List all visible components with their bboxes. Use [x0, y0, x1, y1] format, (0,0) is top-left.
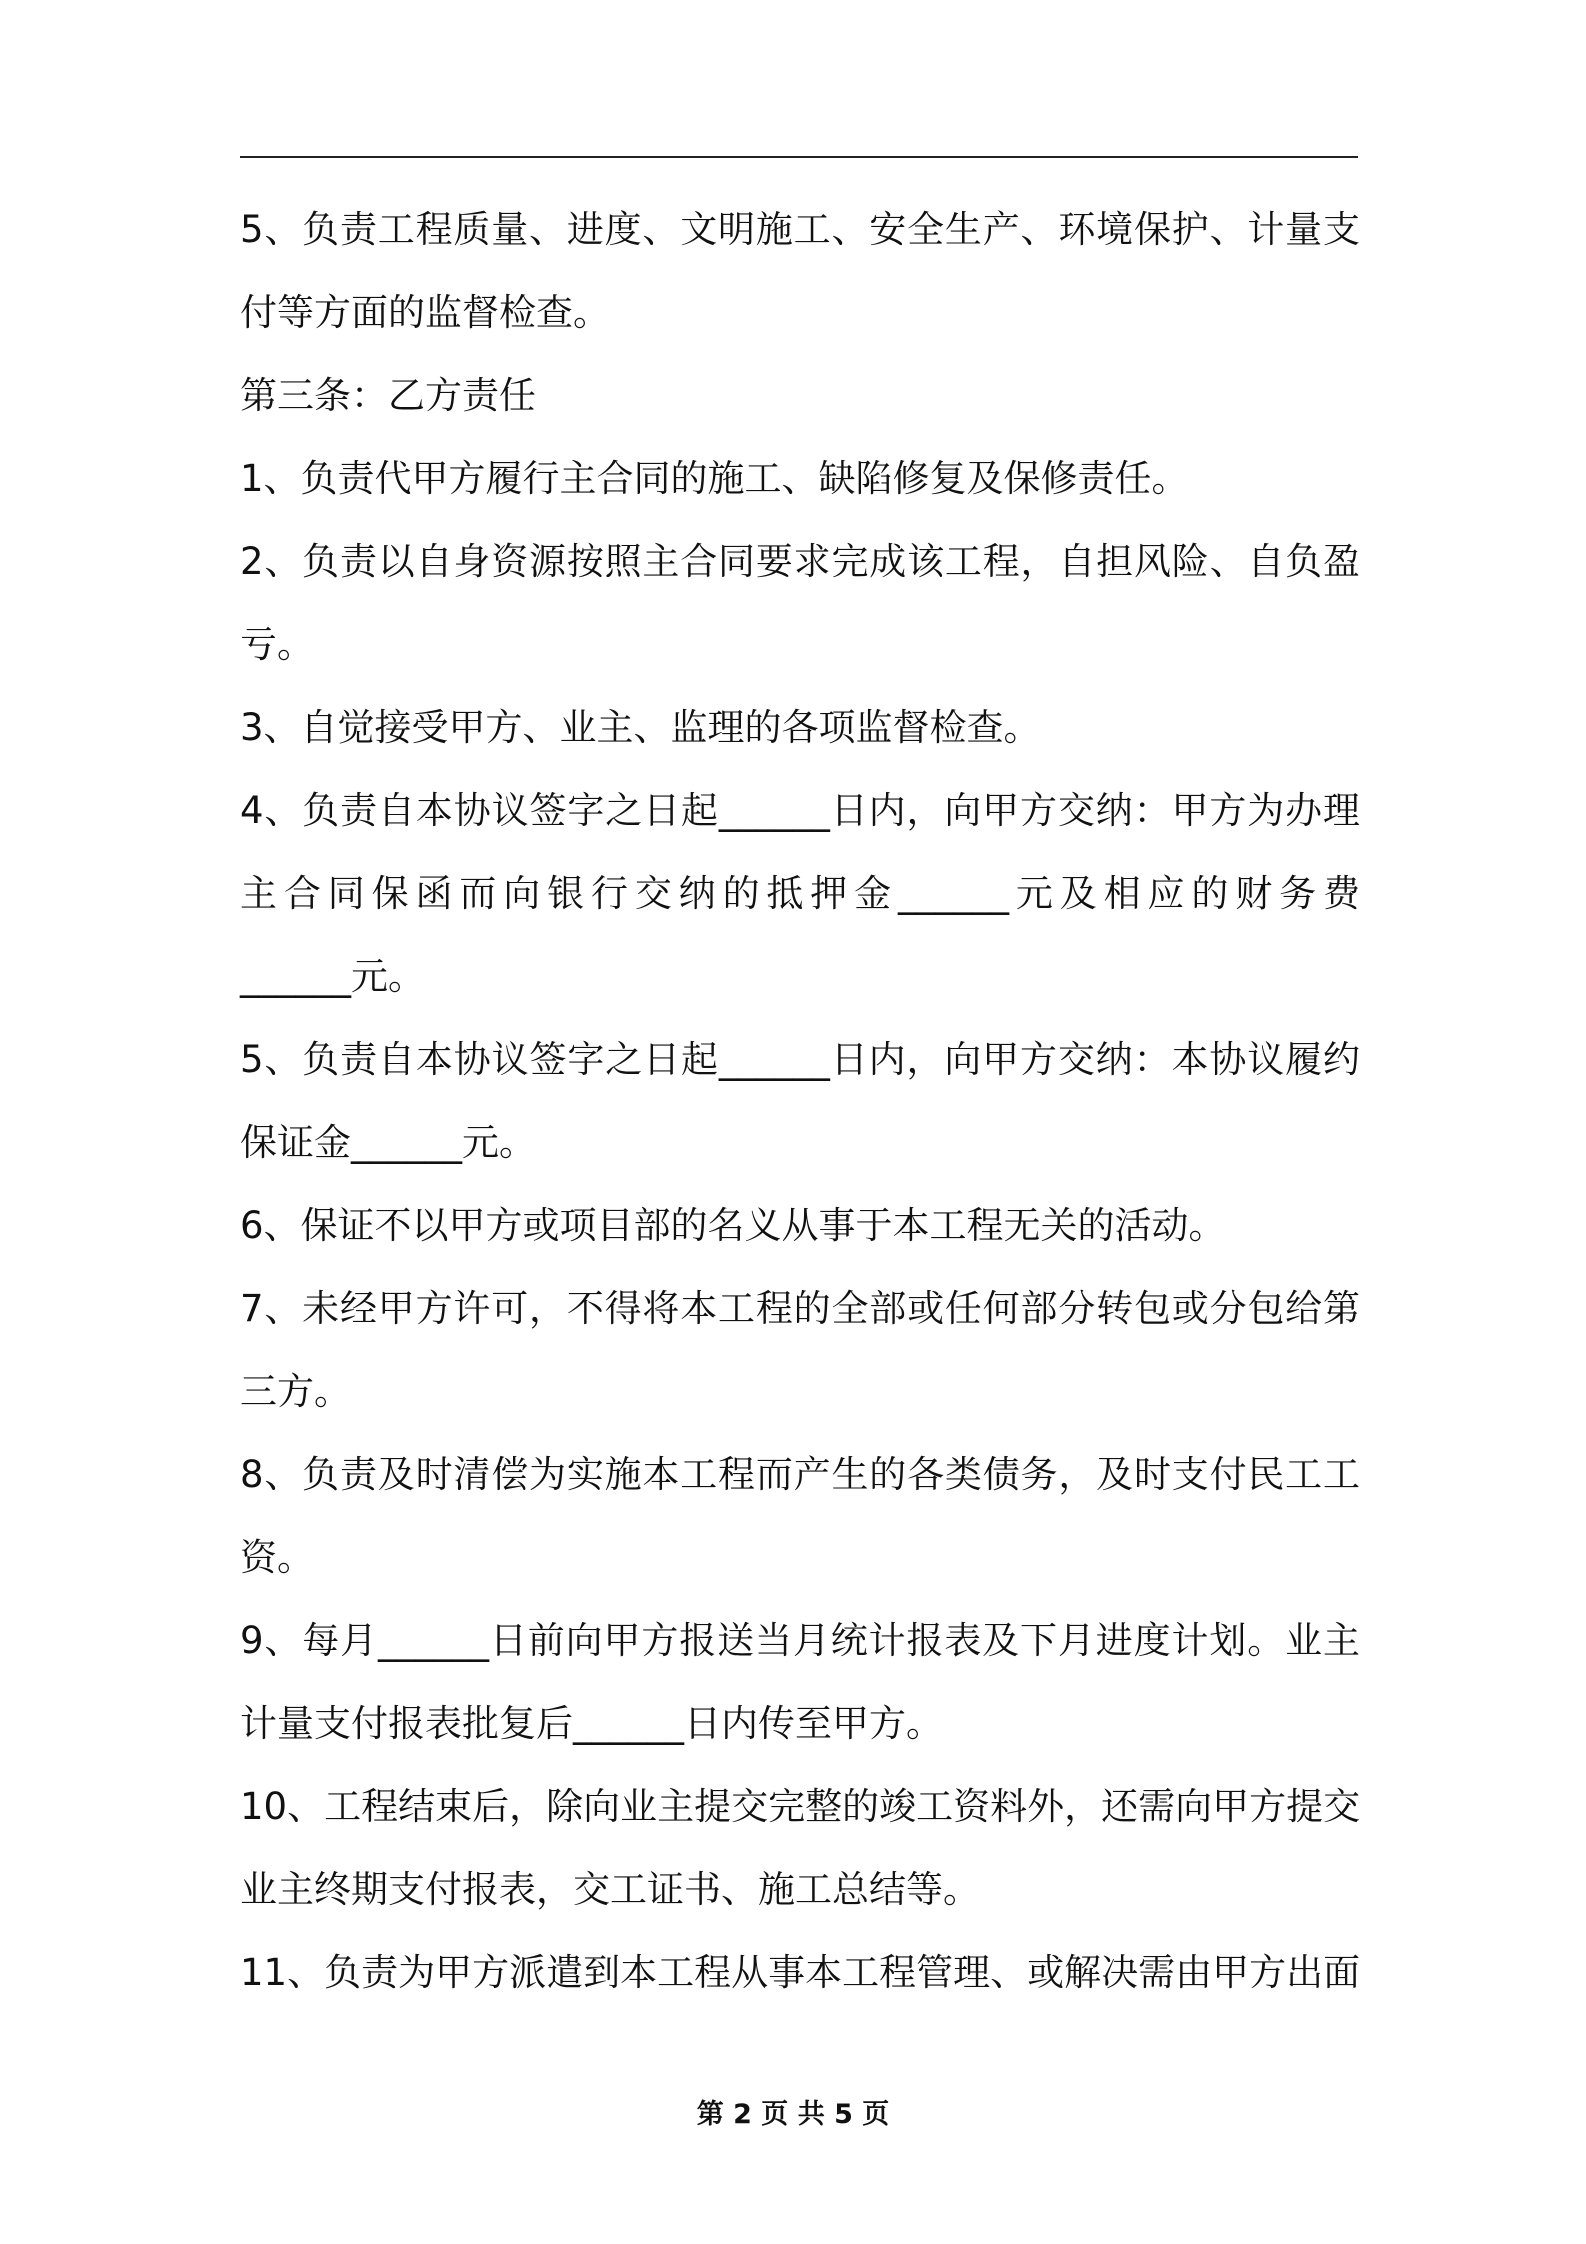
clause-3-4-line-2: 主合同保函而向银行交纳的抵押金______元及相应的财务费	[240, 872, 1360, 915]
clause-3-2-line-1: 2、负责以自身资源按照主合同要求完成该工程，自担风险、自负盈	[240, 540, 1360, 583]
clause-3-5-line-1: 5、负责自本协议签字之日起______日内，向甲方交纳：本协议履约	[240, 1038, 1360, 1081]
page-number-footer: 第 2 页 共 5 页	[696, 2099, 890, 2130]
clause-2-5-line-2: 付等方面的监督检查。	[240, 291, 610, 334]
clause-2-5-line-1: 5、负责工程质量、进度、文明施工、安全生产、环境保护、计量支	[240, 208, 1360, 251]
clause-3-9-line-2: 计量支付报表批复后______日内传至甲方。	[240, 1702, 943, 1745]
clause-3-7-line-2: 三方。	[240, 1370, 351, 1413]
clause-3-5-line-2: 保证金______元。	[240, 1121, 536, 1164]
clause-3-11-line-1: 11、负责为甲方派遣到本工程从事本工程管理、或解决需由甲方出面	[240, 1951, 1361, 1994]
clause-3-4-line-1: 4、负责自本协议签字之日起______日内，向甲方交纳：甲方为办理	[240, 789, 1360, 832]
clause-3-7-line-1: 7、未经甲方许可，不得将本工程的全部或任何部分转包或分包给第	[240, 1287, 1360, 1330]
clause-3-8-line-1: 8、负责及时清偿为实施本工程而产生的各类债务，及时支付民工工	[240, 1453, 1360, 1496]
clause-3-8-line-2: 资。	[240, 1536, 314, 1579]
clause-3-3: 3、自觉接受甲方、业主、监理的各项监督检查。	[240, 706, 1041, 749]
clause-3-4-line-3: ______元。	[240, 955, 425, 998]
section-heading-3: 第三条：乙方责任	[240, 374, 536, 417]
clause-3-9-line-1: 9、每月______日前向甲方报送当月统计报表及下月进度计划。业主	[240, 1619, 1360, 1662]
clause-3-10-line-2: 业主终期支付报表，交工证书、施工总结等。	[240, 1868, 980, 1911]
clause-3-1: 1、负责代甲方履行主合同的施工、缺陷修复及保修责任。	[240, 457, 1189, 500]
header-rule	[240, 156, 1358, 158]
clause-3-6: 6、保证不以甲方或项目部的名义从事于本工程无关的活动。	[240, 1204, 1226, 1247]
clause-3-2-line-2: 亏。	[240, 623, 314, 666]
clause-3-10-line-1: 10、工程结束后，除向业主提交完整的竣工资料外，还需向甲方提交	[240, 1785, 1361, 1828]
